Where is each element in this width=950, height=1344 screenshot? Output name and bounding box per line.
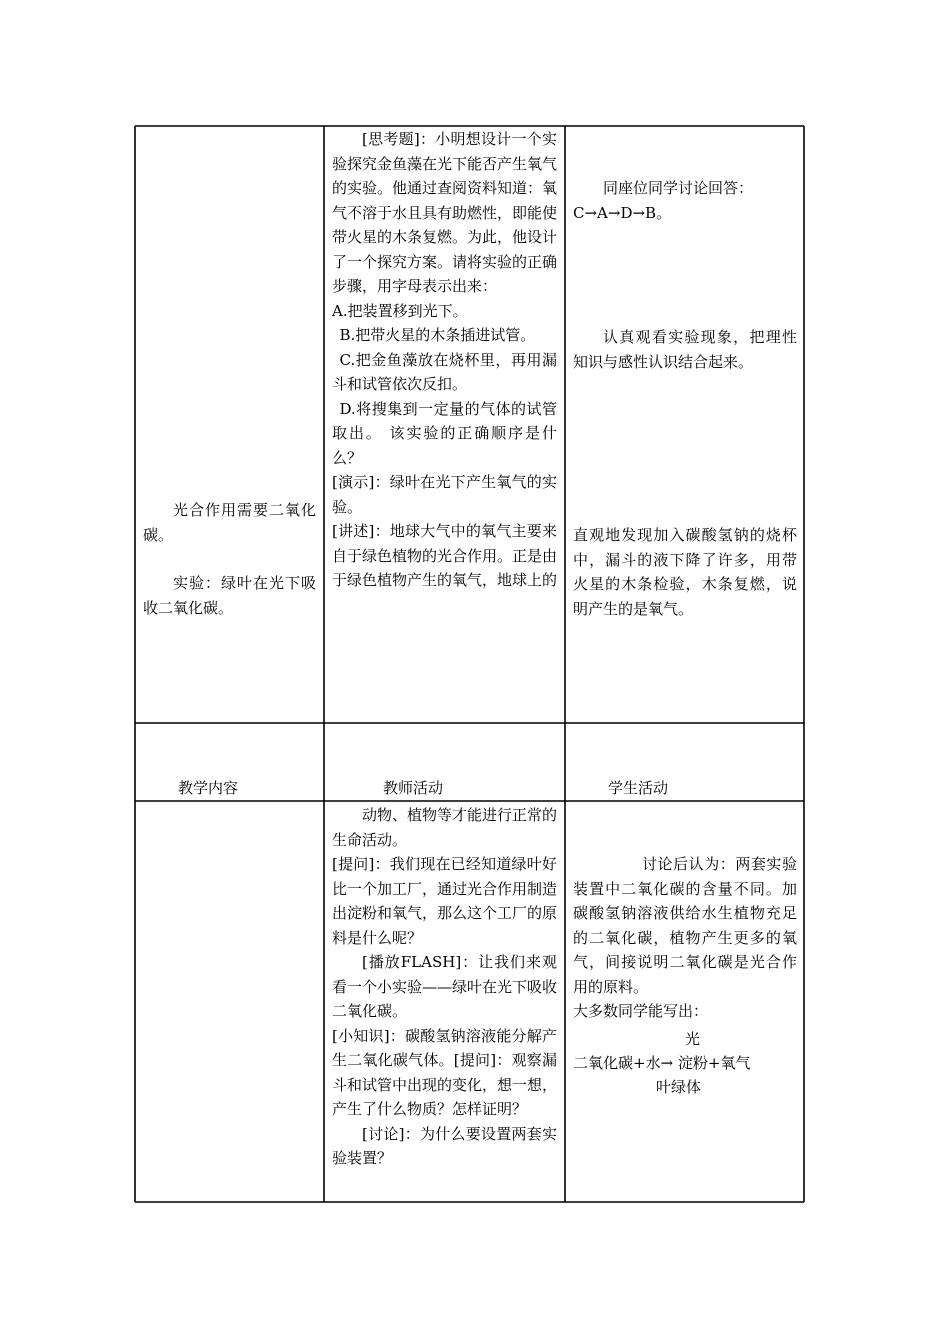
flash-text: [播放FLASH]：让我们来观看一个小实验——绿叶在光下吸收二氧化碳。: [332, 953, 557, 1020]
student-finding-text: 直观地发现加入碳酸氢钠的烧杯中，漏斗的液下降了许多，用带火星的木条检验，木条复燃，说明产生的是氧气。: [573, 526, 797, 618]
row1-student-observe: [573, 325, 797, 374]
row1-teacher-cell: [332, 127, 557, 593]
formula-light: 光: [685, 1030, 701, 1048]
row1-student-find: [573, 523, 797, 621]
step-c: C.把金鱼藻放在烧杯里，再用漏斗和试管依次反扣。: [332, 350, 557, 393]
step-d: D.将搜集到一定量的气体的试管取出。 该实验的正确顺序是什么？: [332, 399, 557, 467]
knowledge-text: [小知识]：碳酸氢钠溶液能分解产生二氧化碳气体。[提问]：观察漏斗和试管中出现的变化，想一想，产生了什么物质？怎样证明？: [332, 1026, 557, 1118]
header-teacher: 教师活动: [383, 779, 444, 797]
header-student: 学生活动: [608, 779, 669, 797]
thinking-question: [思考题]：小明想设计一个实验探究金鱼藻在光下能否产生氧气的实验。他通过查阅资料知道：氧气不溶于水且具有助燃性，即能使带火星的木条复燃。为此，他设计了一个探究方案。请将实验的正确步骤，用字母表示出来：: [332, 130, 557, 295]
teacher-continued-text: 动物、植物等才能进行正常的生命活动。: [332, 806, 557, 849]
row1-student-cell: [573, 176, 797, 225]
row3-student-cell: [573, 852, 797, 1024]
formula-chlorophyll: 叶绿体: [656, 1078, 702, 1096]
student-observe-text: 认真观看实验现象，把理性知识与感性认识结合起来。: [573, 328, 797, 371]
student-conclusion-text: 讨论后认为：两套实验装置中二氧化碳的含量不同。加碳酸氢钠溶液供给水生植物充足的二氧化碳，植物产生更多的氧气，间接说明二氧化碳是光合作用的原料。: [573, 855, 797, 996]
row3-teacher-cell: [332, 803, 557, 1171]
question-text: [提问]：我们现在已经知道绿叶好比一个加工厂，通过光合作用制造出淀粉和氧气，那么这个工厂的原料是什么呢？: [332, 855, 557, 947]
student-answer-order: C→A→D→B。: [573, 203, 672, 222]
step-b: B.把带火星的木条插进试管。: [339, 326, 536, 344]
step-a: A.把装置移到光下。: [332, 301, 468, 320]
discussion-text: [讨论]：为什么要设置两套实验装置？: [332, 1124, 557, 1167]
content-text: 光合作用需要二氧化碳。: [143, 501, 316, 544]
content-text: 实验：绿叶在光下吸收二氧化碳。: [143, 574, 316, 617]
student-answer-label: 同座位同学讨论回答：: [603, 179, 754, 197]
lecture-text: [讲述]：地球大气中的氧气主要来自于绿色植物的光合作用。正是由于绿色植物产生的氧气，地球上的: [332, 522, 557, 589]
student-write-label: 大多数同学能写出：: [573, 1002, 709, 1020]
row1-content-cell: [143, 498, 316, 620]
header-content: 教学内容: [178, 779, 239, 797]
demo-text: [演示]：绿叶在光下产生氧气的实验。: [332, 473, 557, 516]
formula-equation: 二氧化碳+水→ 淀粉+氧气: [573, 1054, 751, 1072]
